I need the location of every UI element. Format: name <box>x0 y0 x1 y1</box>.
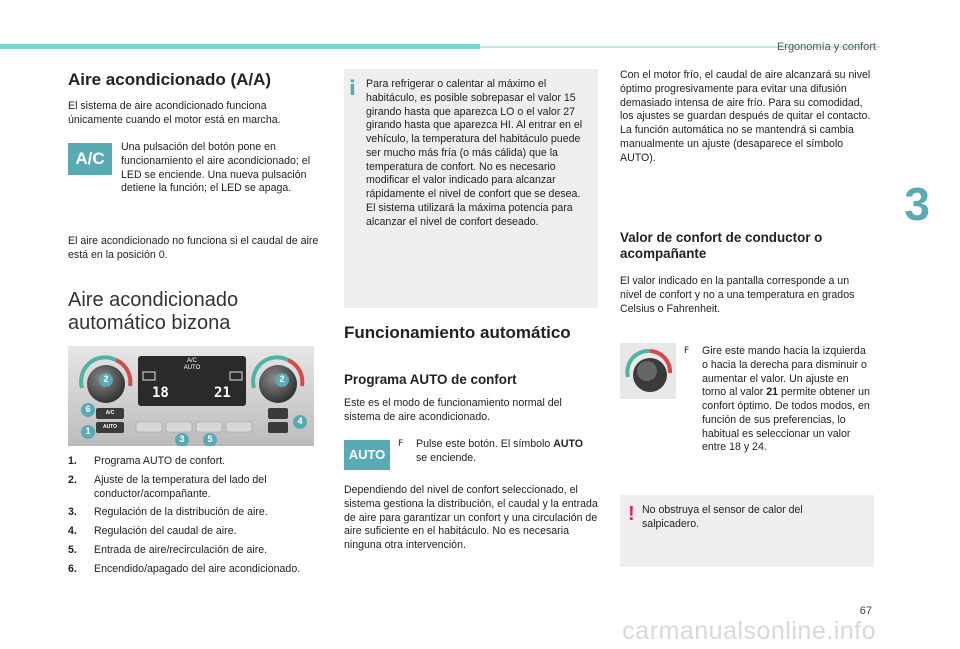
page-number: 67 <box>859 605 872 617</box>
display-left-temperature: 18 <box>152 385 169 401</box>
info-icon: i <box>349 76 356 100</box>
callout-3-label: 3 <box>179 434 185 444</box>
chapter-number: 3 <box>904 178 930 230</box>
warning-box <box>620 495 874 567</box>
callout-4-label: 4 <box>297 416 303 426</box>
callout-2-left-label: 2 <box>103 374 109 384</box>
display-ac-indicator: A/C AUTO <box>183 358 201 371</box>
callout-1-label: 1 <box>85 426 91 436</box>
watermark: carmanualsonline.info <box>622 617 876 645</box>
auto-paragraph: Dependiendo del nivel de confort seleccionado, el sistema gestiona la distribución, el caudal y la entrada de aire para garantizar un confort y una circulación de aire suficiente en el habitáculo. No es necesaria ninguna otra intervención. <box>344 484 598 552</box>
ac-button-description: Una pulsación del botón pone en funcionamiento el aire acondicionado; el LED se enciende. Una nueva pulsación detiene la función; el LED se apaga. <box>121 141 311 195</box>
list-item: 1. Programa AUTO de confort. <box>68 455 226 467</box>
ac-intro: El sistema de aire acondicionado funciona únicamente cuando el motor está en marcha. <box>68 100 281 126</box>
panel-auto-button-label: AUTO <box>102 424 118 430</box>
info-text: Para refrigerar o calentar al máximo el habitáculo, es posible sobrepasar el valor 15 girando hasta que aparezca LO o el valor 27 girando hasta que aparezca HI. Al entrar en el vehículo, la temperatura del habitáculo puede ser mucho más fría (o más cálida) que la temperatura de confort. No es necesario modificar el valor indicado para alcanzar rápidamente el nivel de confort que se desea. El sistema utilizará la máxima potencia para alcanzar el nivel de confort deseado. <box>366 78 583 228</box>
section-title-comfort-value: Valor de confort de conductor o acompañante <box>620 230 823 262</box>
subtitle-bizona: Aire acondicionado automático bizona <box>68 289 239 334</box>
auto-button-icon: AUTO <box>344 440 390 470</box>
info-box <box>344 69 598 308</box>
knob-icon <box>620 343 676 399</box>
display-right-temperature: 21 <box>214 385 231 401</box>
running-header: Ergonomía y confort <box>776 41 876 53</box>
cold-engine-text: Con el motor frío, el caudal de aire alcanzará su nivel óptimo progresivamente para evitar una difusión demasiado intensa de aire frío. Para su comodidad, los ajustes se guardan después de quitar el contacto. La función automática no se mantendrá si cambia manualmente un ajuste (desaparece el símbolo AUTO). <box>620 69 871 164</box>
list-item: 3. Regulación de la distribución de aire. <box>68 506 268 519</box>
temperature-knob-illustration <box>620 343 676 399</box>
knob-instruction: F Gire este mando hacia la izquierda o hacia la derecha para disminuir o aumentar el valor. Un ajuste en torno al valor 21 permite obtener un confort óptimo. De todos modos, en función de sus preferencias, lo habitual es seleccionar un valor entre 18 y 24. <box>684 345 870 454</box>
section-title-ac: Aire acondicionado (A/A) <box>68 70 272 89</box>
auto-intro: Este es el modo de funcionamiento normal del sistema de aire acondicionado. <box>344 397 562 423</box>
panel-legend-list <box>68 455 318 581</box>
ac-button-icon: A/C <box>68 143 112 175</box>
callout-5-label: 5 <box>207 434 213 444</box>
list-item: 6. Encendido/apagado del aire acondicionado. <box>68 562 301 575</box>
section-title-auto: Funcionamiento automático <box>344 323 571 342</box>
header-accent-bar <box>0 44 480 49</box>
climate-control-panel-illustration <box>68 346 314 446</box>
comfort-value-paragraph: El valor indicado en la pantalla corresponde a un nivel de confort y no a una temperatura en grados Celsius o Fahrenheit. <box>620 275 855 315</box>
panel-fan-up-button <box>268 408 288 419</box>
callout-2-right-label: 2 <box>279 374 285 384</box>
panel-fan-down-button <box>268 422 288 433</box>
ac-note: El aire acondicionado no funciona si el caudal de aire está en la posición 0. <box>68 235 319 261</box>
list-item: 4. Regulación del caudal de aire. <box>68 525 237 538</box>
warning-icon: ! <box>628 503 635 525</box>
auto-instruction: F Pulse este botón. El símbolo AUTO se enciende. <box>398 438 584 464</box>
list-item: 2. Ajuste de la temperatura del lado del conductor/acompañante. <box>68 473 267 500</box>
bullet-icon: F <box>684 346 690 356</box>
warning-text: No obstruya el sensor de calor del salpicadero. <box>642 504 803 530</box>
bullet-icon: F <box>398 439 404 449</box>
subtitle-auto-program: Programa AUTO de confort <box>344 372 517 387</box>
panel-ac-button-label: A/C <box>105 410 115 416</box>
callout-6-label: 6 <box>85 404 91 414</box>
list-item: 5. Entrada de aire/recirculación de aire. <box>68 543 268 556</box>
